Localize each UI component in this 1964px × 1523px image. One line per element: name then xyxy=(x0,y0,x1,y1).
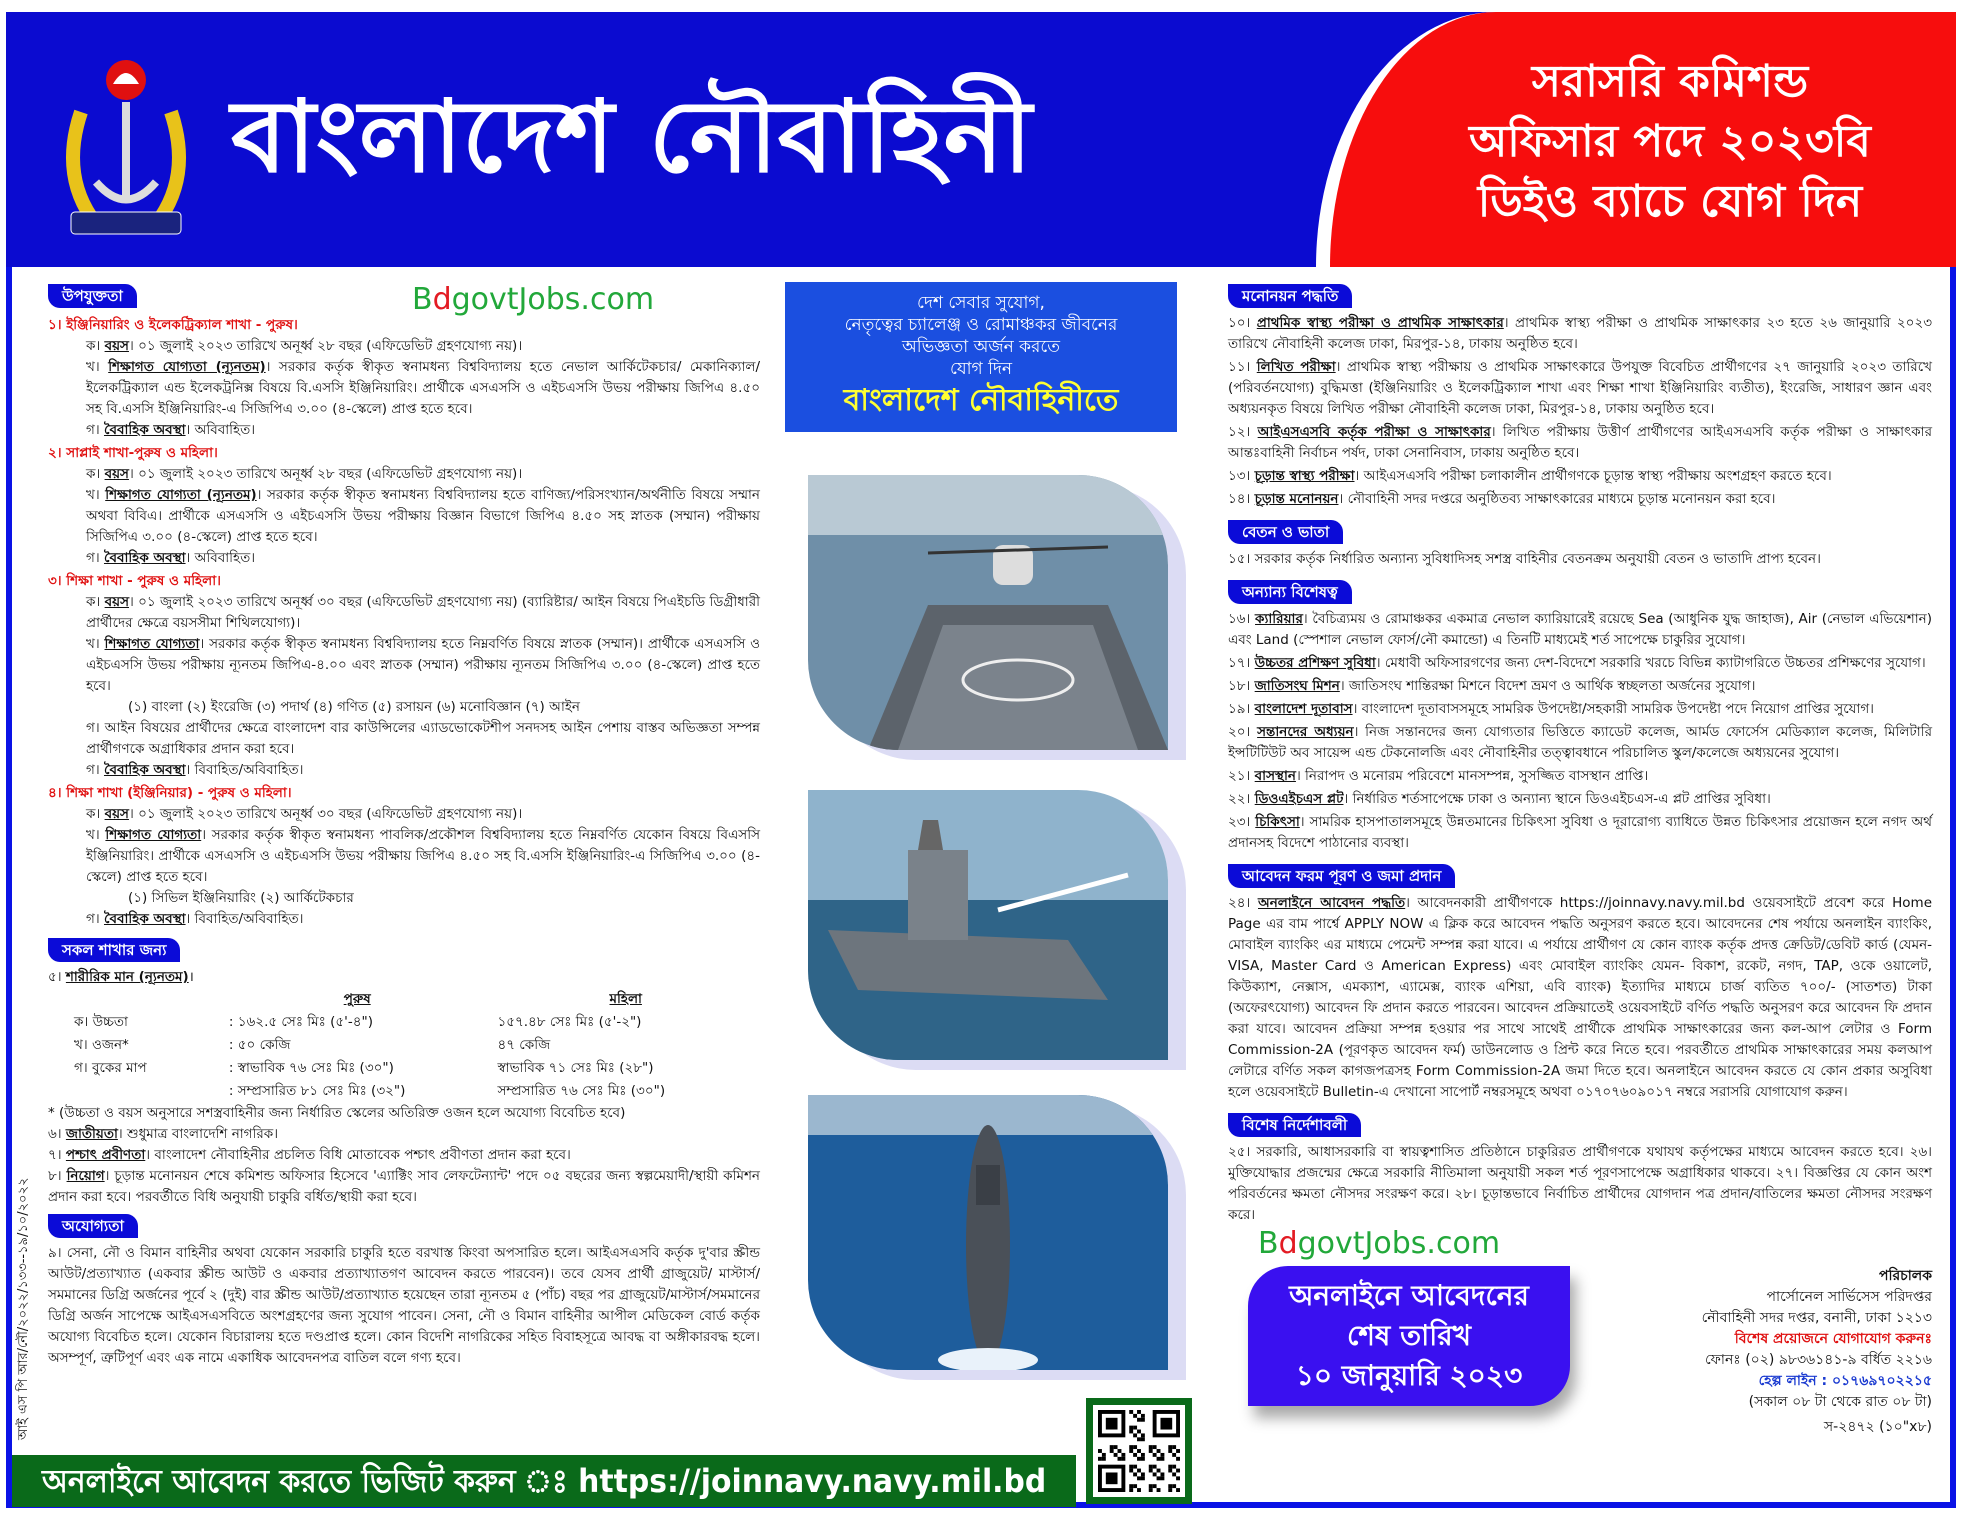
item-number: ক। xyxy=(86,338,101,354)
item-text: । সরকার কর্তৃক স্বীকৃত স্বনামধন্য বিশ্ববিদ্যালয় হতে বাণিজ্য/পরিসংখ্যান/অর্থনীতি বিষয়ে সম্মান অথবা বিবিএ। প্রার্থীকে এসএসসি ও এইচএসসি উভয় পরীক্ষায় বিজ্ঞান বিভাগে জিপিএ ৪.৫০ সহ স্নাতক (সম্মান) পরীক্ষায় সিজিপিএ ৩.০০ (৪-স্কেলে) প্রাপ্ত হতে হবে। xyxy=(86,487,760,545)
list-item xyxy=(48,1124,760,1145)
physical-title: শারীরিক মান (ন্যূনতম) xyxy=(65,969,189,985)
item-title: উচ্চতর প্রশিক্ষণ সুবিধা xyxy=(1254,655,1376,671)
item-title: চূড়ান্ত মনোনয়ন xyxy=(1254,491,1339,507)
male-header: পুরুষ xyxy=(343,991,371,1007)
list-item xyxy=(48,548,760,569)
item-text: । বাংলাদেশ দূতাবাসসমূহে সামরিক উপদেষ্টা/সহকারী সামরিক উপদেষ্টা পদে নিয়োগ প্রাপ্তির সুযোগ। xyxy=(1352,701,1874,717)
physical-cell: ৪৭ কেজি xyxy=(497,1037,551,1053)
item-number: খ। xyxy=(86,827,100,843)
item-title: শিক্ষাগত যোগ্যতা xyxy=(105,827,202,843)
item-title: বয়স xyxy=(104,806,129,822)
item-text: । আইএসএসবি পরীক্ষা চলাকালীন প্রার্থীগণকে চূড়ান্ত স্বাস্থ্য পরীক্ষায় অংশগ্রহণ করতে হবে। xyxy=(1354,468,1832,484)
item-text: । অবিবাহিত। xyxy=(185,422,256,438)
item-number: ৮। xyxy=(48,1168,62,1184)
branches-list xyxy=(48,313,760,930)
item-number: ১৩। xyxy=(1228,468,1251,484)
item-title: বৈবাহিক অবস্থা xyxy=(103,422,186,438)
helpline-hours: (সকাল ০৮ টা থেকে রাত ০৮ টা) xyxy=(1748,1394,1932,1410)
list-item xyxy=(1228,422,1932,464)
item-title: বৈবাহিক অবস্থা xyxy=(103,762,186,778)
banner-title-wrap xyxy=(231,62,1291,232)
item-number: খ। xyxy=(86,636,100,652)
list-item xyxy=(1228,789,1932,810)
watermark: BdgovtJobs.com xyxy=(412,282,655,317)
item-number: ৬। xyxy=(48,1126,62,1142)
item-number: ২২। xyxy=(1228,791,1251,807)
list-item xyxy=(48,760,760,781)
list-item xyxy=(1228,549,1932,570)
physical-cell: : ১৬২.৫ সেঃ মিঃ (৫'-৪") xyxy=(228,1014,373,1030)
salary-list xyxy=(1228,549,1932,572)
item-text: । বিবাহিত/অবিবাহিত। xyxy=(185,762,304,778)
photo-submarine xyxy=(808,1095,1168,1370)
deadline-line: অনলাইনে আবেদনের xyxy=(1289,1279,1529,1312)
item-number: গ। xyxy=(86,422,100,438)
list-item xyxy=(1228,466,1932,487)
item-number: ৭। xyxy=(48,1147,62,1163)
item-number: ১৯। xyxy=(1228,701,1251,717)
general-list xyxy=(48,1124,760,1208)
item-number: গ। xyxy=(86,762,100,778)
section-heading-application: আবেদন ফরম পূরণ ও জমা প্রদান xyxy=(1228,864,1455,888)
item-text: । সরকার কর্তৃক স্বীকৃত স্বনামধন্য পাবলিক/প্রকৌশল বিশ্ববিদ্যালয় হতে নিম্নবর্ণিত যেকোন বিষয়ে বিএসসি ইঞ্জিনিয়ারিং। প্রার্থীকে এসএসসি ও এইচএসসি উভয় পরীক্ষায় জিপিএ ৪.৫০ সহ বি.এসসি ইঞ্জিনিয়ারিং-এ সিজিপিএ ৩.০০ (৪-স্কেলে) প্রাপ্ত হতে হবে। xyxy=(86,827,760,885)
deadline-line: শেষ তারিখ xyxy=(1346,1319,1472,1352)
item-number: ১৭। xyxy=(1228,655,1251,671)
item-number: ২৩। xyxy=(1228,814,1251,830)
disqualification-text: ৯। সেনা, নৌ ও বিমান বাহিনীর অথবা যেকোন সরকারি চাকুরি হতে বরখাস্ত কিংবা অপসারিত হলে। আইএসএসবি কর্তৃক দু'বার স্ক্রীন্ড আউট/প্রত্যাখ্যাত (একবার স্ক্রীন্ড আউট ও একবার প্রত্যাখ্যাতগণ আবেদন করতে পারবেন)। তবে যেসব প্রার্থী গ্রাজুয়েট/ মাস্টার্স/সমমানের ডিগ্রি অর্জনের পূর্বে ২ (দুই) বার স্ক্রীন্ড আউট/প্রত্যাখ্যাত হয়েছেন তারা ন্যূনতম ৫ (পাঁচ) বছর পর গ্রাজুয়েট/মাস্টার্স/সমমানের ডিগ্রি অর্জন সাপেক্ষে আইএসএসবিতে অংশগ্রহণের জন্য সুযোগ পাবেন। সেনা, নৌ ও বিমান বাহিনীর আপীল মেডিকেল বোর্ড কর্তৃক অযোগ্য বিবেচিত হলে। যেকোন বিচারালয় হতে দণ্ডপ্রাপ্ত হলে। কোন বিদেশি নাগরিকের সহিত বিবাহসূত্রে আবদ্ধ বা অঙ্গীকারবদ্ধ হলে। অসম্পূর্ণ, ত্রুটিপূর্ণ এবং এক নামে একাধিক আবেদনপত্র বাতিল বলে গণ্য হবে। xyxy=(48,1245,760,1366)
item-text: । নির্ধারিত শর্তসাপেক্ষে ঢাকা ও অন্যান্য স্থানে ডিওএইচএস-এ প্লট প্রাপ্তির সুবিধা। xyxy=(1343,791,1771,807)
item-number: ক। xyxy=(86,594,101,610)
item-text: । চূড়ান্ত মনোনয়ন শেষে কমিশন্ড অফিসার হিসেবে 'এ্যাক্টিং সাব লেফটেন্যান্ট' পদে ০৫ বছরের জন্য স্বল্পমেয়াদী/স্থায়ী কমিশন প্রদান করা হবে। পরবর্তীতে বিধি অনুযায়ী চাকুরি বর্ধিত/স্থায়ী করা হবে। xyxy=(48,1168,760,1205)
section-heading-special-instructions: বিশেষ নির্দেশাবলী xyxy=(1228,1113,1361,1137)
item-text: সরকার কর্তৃক নির্ধারিত অন্যান্য সুবিধাদিসহ সশস্ত্র বাহিনীর বেতনক্রম অনুযায়ী বেতন ও ভাতাদি প্রাপ্য হবেন। xyxy=(1254,551,1821,567)
item-title: চূড়ান্ত স্বাস্থ্য পরীক্ষা xyxy=(1254,468,1355,484)
item-title: শিক্ষাগত যোগ্যতা xyxy=(104,636,200,652)
list-item xyxy=(1228,699,1932,720)
list-item xyxy=(48,634,760,697)
item-number: ১৬। xyxy=(1228,611,1251,627)
list-item xyxy=(48,485,760,548)
banner-line: ডিইও ব্যাচে যোগ দিন xyxy=(1477,176,1863,227)
section-heading-eligibility: উপযুক্ততা xyxy=(48,284,137,308)
physical-cell: স্বাভাবিক ৭১ সেঃ মিঃ (২৮") xyxy=(497,1060,654,1076)
item-title: বয়স xyxy=(104,594,129,610)
contact-label: বিশেষ প্রয়োজনে যোগাযোগ করুনঃ xyxy=(1734,1331,1932,1347)
physical-row xyxy=(68,1011,760,1034)
watermark: BdgovtJobs.com xyxy=(1258,1226,1501,1261)
header-banner xyxy=(6,12,1956,267)
qr-code[interactable] xyxy=(1086,1398,1192,1504)
list-item xyxy=(48,718,760,760)
item-text: । শুধুমাত্র বাংলাদেশি নাগরিক। xyxy=(117,1126,279,1142)
item-text: । জাতিসংঘ শান্তিরক্ষা মিশনে বিদেশ ভ্রমণ ও আর্থিক স্বচ্ছলতা অর্জনের সুযোগ। xyxy=(1339,678,1756,694)
slogan-box xyxy=(785,282,1177,432)
helpline-number: হেল্প লাইন : ০১৭৬৯৭০২২১৫ xyxy=(1758,1373,1932,1389)
item-title: নিয়োগ xyxy=(66,1168,105,1184)
item-title: অনলাইনে আবেদন পদ্ধতি xyxy=(1258,895,1406,911)
item-number: ক। xyxy=(86,466,101,482)
left-column xyxy=(48,280,760,1452)
banner-red-text xyxy=(1400,52,1940,232)
item-text: । ০১ জুলাই ২০২৩ তারিখে অনূর্ধ্ব ৩০ বছর (এফিডেভিট গ্রহণযোগ্য নয়)। xyxy=(128,806,523,822)
item-number: গ। xyxy=(86,911,100,927)
physical-standard-title: ৫। শারীরিক মান (ন্যূনতম)। xyxy=(48,969,194,985)
list-item xyxy=(48,1145,760,1166)
item-number: ১২। xyxy=(1228,424,1251,440)
female-header: মহিলা xyxy=(609,991,642,1007)
item-number: খ। xyxy=(86,487,100,503)
item-text: । সামরিক হাসপাতালসমূহে উন্নতমানের চিকিৎসা সুবিধা ও দূরারোগ্য ব্যাধিতে উন্নত চিকিৎসার প্রয়োজন হলে নগদ অর্থ প্রদানসহ বিদেশে পাঠানোর ব্যবস্থা। xyxy=(1228,814,1932,851)
list-item xyxy=(1228,313,1932,355)
item-text: । বাংলাদেশ নৌবাহিনীর প্রচলিত বিধি মোতাবেক পশ্চাৎ প্রবীণতা প্রদান করা হবে। xyxy=(145,1147,571,1163)
item-number: ২১। xyxy=(1228,768,1251,784)
physical-cell: ১৫৭.৪৮ সেঃ মিঃ (৫'-২") xyxy=(497,1014,642,1030)
list-item xyxy=(1228,609,1932,651)
features-list xyxy=(1228,609,1932,856)
item-title: জাতীয়তা xyxy=(65,1126,118,1142)
item-number: ১০। xyxy=(1228,315,1251,331)
item-title: ক্যারিয়ার xyxy=(1255,611,1303,627)
item-text: । আবেদনকারী প্রার্থীগণকে https://joinnavy.navy.mil.bd ওয়েবসাইটে প্রবেশ করে Home Page এর বাম পার্শ্বে APPLY NOW এ ক্লিক করে আবেদন পদ্ধতি অনুসরণ করতে হবে। আবেদনের শেষ পর্যায়ে অনলাইন ব্যাংকিং, মোবাইল ব্যাংকিং এর মাধ্যমে পেমেন্ট সম্পন্ন করা যাবে। এ পর্যায়ে প্রার্থীগণ যে কোন ব্যাংক কর্তৃক প্রদত্ত ক্রেডিট/ডেবিট কার্ড (যেমন- VISA, Master Card ও American Express) এবং মোবাইল ব্যাংকিং যেমন- বিকাশ, রকেট, নগদ, TAP, ওকে ওয়ালেট, কিউক্যাশ, নেক্সাস, এমক্যাশ, এ্যামেক্স, ব্যাংক এশিয়া, এবি ব্যাংক) ইত্যাদির মাধ্যমে চার্জ ব্যতিত ৭০০/- (সাতশত) টাকা (অফেরৎযোগ্য) আবেদন ফি প্রদান করতে পারবেন। আবেদন প্রক্রিয়াতেই ওয়েবসাইটে বর্ণিত পদ্ধতি অনুসরণ করে আবেদন ফি প্রদান করা যাবে। আবেদন প্রক্রিয়া সম্পন্ন হওয়ার পর সাথে সাথেই প্রার্থীকে প্রাথমিক সাক্ষাৎকারের জন্য কল-আপ লেটার ও Form Commission-2A (পূরণকৃত আবেদন ফর্ম) ডাউনলোড ও প্রিন্ট করে নিতে হবে। পরবর্তীতে প্রাথমিক সাক্ষাৎকারের সময় কলআপ লেটারে বর্ণিত সকল কাগজপত্রসহ Form Commission-2A জমা দিতে হবে। অনলাইনে আবেদন করতে যে কোন প্রকার অসুবিধা হলে ওয়েবসাইটে Bulletin-এ দেখানো সাপোর্ট নম্বরসমূহে অথবা ০১৭০৭৬০৯০১৭ নম্বরে সরাসরি যোগাযোগ করুন। xyxy=(1228,895,1933,1100)
item-text: । নিজ সন্তানদের জন্য যোগ্যতার ভিত্তিতে ক্যাডেট কলেজ, আর্মড ফোর্সেস মেডিক্যাল কলেজ, মিলিটারি ইন্সটিটিউট অব সায়েন্স এন্ড টেকনোলজি এবং নৌবাহিনীর তত্ত্বাবধানে পরিচালিত স্কুল/কলেজে অধ্যয়নের সুযোগ। xyxy=(1228,724,1932,761)
item-number: ১৪। xyxy=(1228,491,1251,507)
slogan-line: দেশ সেবার সুযোগ, xyxy=(917,293,1045,313)
list-item xyxy=(48,697,760,718)
signatory-address: নৌবাহিনী সদর দপ্তর, বনানী, ঢাকা ১২১৩ xyxy=(1701,1310,1932,1326)
selection-list xyxy=(1228,313,1932,512)
item-title: জাতিসংঘ মিশন xyxy=(1254,678,1340,694)
physical-row xyxy=(68,1057,760,1080)
phone-number: ফোনঃ (০২) ৯৮৩৬১৪১-৯ বর্ধিত ২২১৬ xyxy=(1704,1352,1932,1368)
banner-line: সরাসরি কমিশন্ড xyxy=(1531,56,1809,107)
item-title: লিখিত পরীক্ষা xyxy=(1256,359,1336,375)
physical-standard-table xyxy=(68,988,760,1103)
item-text: । প্রাথমিক স্বাস্থ্য পরীক্ষা ও প্রাথমিক সাক্ষাৎকার ২৩ হতে ২৬ জানুয়ারি ২০২৩ তারিখে নৌবাহিনী কলেজ ঢাকা, মিরপুর-১৪, ঢাকায় অনুষ্ঠিত হবে। xyxy=(1228,315,1932,352)
special-instructions-text: ২৫। সরকারি, আধাসরকারি বা স্বায়ত্বশাসিত প্রতিষ্ঠানে চাকুরিরত প্রার্থীগণকে যথাযথ কর্তৃপক্ষের মাধ্যমে আবেদন করতে হবে। ২৬। মুক্তিযোদ্ধার প্রজন্মের ক্ষেত্রে সরকারি নীতিমালা অনুযায়ী সকল শর্ত পূরণসাপেক্ষে অগ্রাধিকার থাকবে। ২৭। বিজ্ঞপ্তির যে কোন অংশ পরিবর্তনের ক্ষমতা নৌসদর সংরক্ষণ করে। ২৮। চূড়ান্তভাবে নির্বাচিত প্রার্থীদের যোগদান পত্র প্রদান/বাতিলের ক্ষমতা নৌসদর সংরক্ষণ করে। xyxy=(1228,1144,1932,1223)
item-text: । ০১ জুলাই ২০২৩ তারিখে অনূর্ধ্ব ২৮ বছর (এফিডেভিট গ্রহণযোগ্য নয়)। xyxy=(128,466,523,482)
item-text: । বিবাহিত/অবিবাহিত। xyxy=(185,911,304,927)
list-item xyxy=(1228,489,1932,510)
item-text: । ০১ জুলাই ২০২৩ তারিখে অনূর্ধ্ব ৩০ বছর (এফিডেভিট গ্রহণযোগ্য নয়) (ব্যারিষ্টার/ আইন বিষয়ে পিএইচডি ডিগ্রীধারী প্রার্থীদের ক্ষেত্রে বয়সসীমা শিথিলযোগ্য)। xyxy=(86,594,761,631)
item-title: বাসস্থান xyxy=(1254,768,1296,784)
item-title: বৈবাহিক অবস্থা xyxy=(103,550,186,566)
item-text: । ০১ জুলাই ২০২৩ তারিখে অনূর্ধ্ব ২৮ বছর (এফিডেভিট গ্রহণযোগ্য নয়)। xyxy=(128,338,523,354)
slogan-line: যোগ দিন xyxy=(949,359,1013,379)
item-title: ডিওএইচএস প্লট xyxy=(1254,791,1344,807)
list-item xyxy=(1228,812,1932,854)
list-item xyxy=(48,336,760,357)
list-item xyxy=(48,804,760,825)
physical-cell: : স্বাভাবিক ৭৬ সেঃ মিঃ (৩০") xyxy=(228,1060,394,1076)
side-reference: আই এস পি আর/নৌ/২০২২/১৩৩--১৯/১০/২০২২ xyxy=(16,1177,31,1440)
weight-note: * (উচ্চতা ও বয়স অনুসারে সশস্ত্রবাহিনীর জন্য নির্ধারিত স্কেলের অতিরিক্ত ওজন হলে অযোগ্য বিবেচিত হবে) xyxy=(48,1105,626,1121)
list-item xyxy=(1228,357,1932,420)
signature-block xyxy=(1592,1266,1932,1438)
branch-heading: ৪। শিক্ষা শাখা (ইঞ্জিনিয়ার) - পুরুষ ও মহিলা। xyxy=(48,785,292,801)
footer-cta xyxy=(42,1461,1046,1501)
branch-heading: ৩। শিক্ষা শাখা - পুরুষ ও মহিলা। xyxy=(48,573,221,589)
slogan-line: নেতৃত্বের চ্যালেঞ্জ ও রোমাঞ্চকর জীবনের xyxy=(844,315,1118,335)
item-title: বৈবাহিক অবস্থা xyxy=(103,911,186,927)
physical-cell: খ। ওজন* xyxy=(74,1037,129,1053)
footer-url-link[interactable]: https://joinnavy.navy.mil.bd xyxy=(578,1462,1047,1500)
list-item xyxy=(48,592,760,634)
item-title: বয়স xyxy=(104,338,129,354)
list-item xyxy=(48,825,760,888)
item-number: ক। xyxy=(86,806,101,822)
item-title: আইএসএসবি কর্তৃক পরীক্ষা ও সাক্ষাৎকার xyxy=(1257,424,1491,440)
banner-title: বাংলাদেশ নৌবাহিনী xyxy=(231,78,1032,195)
signatory-title: পরিচালক xyxy=(1878,1268,1932,1284)
physical-cell: : সম্প্রসারিত ৮১ সেঃ মিঃ (৩২") xyxy=(228,1083,406,1099)
item-title: সন্তানদের অধ্যয়ন xyxy=(1257,724,1354,740)
list-item xyxy=(1228,766,1932,787)
item-text: । নিরাপদ ও মনোরম পরিবেশে মানসম্পন্ন, সুসজ্জিত বাসস্থান প্রাপ্তি। xyxy=(1295,768,1649,784)
banner-line: অফিসার পদে ২০২৩বি xyxy=(1469,116,1871,167)
physical-row xyxy=(68,1080,760,1103)
item-text: । বৈচিত্র্যময় ও রোমাঞ্চকর একমাত্র নেভাল ক্যারিয়ারেই রয়েছে Sea (আধুনিক যুদ্ধ জাহাজ), Air (নেভাল এভিয়েশান) এবং Land (স্পেশাল নেভাল ফোর্স/নৌ কমান্ডো) এ তিনটি মাধ্যমেই শর্ত সাপেক্ষে চাকুরির সুযোগ। xyxy=(1228,611,1932,648)
physical-cell: ক। উচ্চতা xyxy=(74,1014,128,1030)
item-number: ১৮। xyxy=(1228,678,1251,694)
item-title: শিক্ষাগত যোগ্যতা (ন্যূনতম) xyxy=(105,487,257,503)
list-item xyxy=(48,420,760,441)
right-column xyxy=(1228,280,1932,1502)
list-item xyxy=(48,464,760,485)
item-text: । প্রাথমিক স্বাস্থ্য পরীক্ষায় ও প্রাথমিক সাক্ষাৎকারে উপযুক্ত বিবেচিত প্রার্থীগণের ২৭ জানুয়ারি ২০২৩ তারিখে (পরিবর্তনযোগ্য) বুদ্ধিমত্তা (ইঞ্জিনিয়ারিং ও ইলেকট্রিক্যাল শাখা এবং শিক্ষা শাখা ইঞ্জিনিয়ারিং ব্যতীত), ইংরেজি, সাধারণ জ্ঞান এবং অধ্যয়নকৃত বিষয়ে লিখিত পরীক্ষা নৌবাহিনী কলেজ ঢাকা, মিরপুর-১৪, ঢাকায় অনুষ্ঠিত হবে। xyxy=(1228,359,1932,417)
item-text: । সরকার কর্তৃক স্বীকৃত স্বনামধন্য বিশ্ববিদ্যালয় হতে নিম্নবর্ণিত বিষয়ে স্নাতক (সম্মান)। প্রার্থীকে এসএসসি ও এইচএসসি উভয় পরীক্ষায় ন্যূনতম জিপিএ-৪.০০ এবং স্নাতক (সম্মান) পরীক্ষায় ন্যূনতম সিজিপিএ ৩.০০ (৪-স্কেলে) প্রাপ্ত হতে হবে। xyxy=(86,636,761,694)
item-text: । মেধাবী অফিসারগণের জন্য দেশ-বিদেশে সরকারি খরচে বিভিন্ন ক্যাটাগরিতে উচ্চতর প্রশিক্ষণের সুযোগ। xyxy=(1375,655,1926,671)
physical-cell: সম্প্রসারিত ৭৬ সেঃ মিঃ (৩০") xyxy=(497,1083,666,1099)
section-heading-all-branches: সকল শাখার জন্য xyxy=(48,938,180,962)
item-text: । অবিবাহিত। xyxy=(185,550,256,566)
item-text: (১) বাংলা (২) ইংরেজি (৩) পদার্থ (৪) গণিত (৫) রসায়ন (৬) মনোবিজ্ঞান (৭) আইন xyxy=(128,699,580,715)
list-item xyxy=(48,888,760,909)
list-item xyxy=(1228,893,1932,1103)
list-item xyxy=(48,357,760,420)
application-list xyxy=(1228,893,1932,1105)
item-text: (১) সিভিল ইঞ্জিনিয়ারিং (২) আর্কিটেকচার xyxy=(128,890,354,906)
item-text: আইন বিষয়ের প্রার্থীদের ক্ষেত্রে বাংলাদেশ বার কাউন্সিলের এ্যাডভোকেটশীপ সনদসহ আইন পেশায় বাস্তব অভিজ্ঞতা সম্পন্ন প্রার্থীগণকে অগ্রাধিকার প্রদান করা হবে। xyxy=(86,720,760,757)
item-title: প্রাথমিক স্বাস্থ্য পরীক্ষা ও প্রাথমিক সাক্ষাৎকার xyxy=(1256,315,1504,331)
deadline-box xyxy=(1248,1266,1570,1406)
item-number: ২০। xyxy=(1228,724,1251,740)
item-number: ১৫। xyxy=(1228,551,1251,567)
section-heading-features: অন্যান্য বিশেষত্ব xyxy=(1228,580,1352,604)
signatory-dept: পার্সোনেল সার্ভিসেস পরিদপ্তর xyxy=(1766,1289,1932,1305)
bottom-row xyxy=(1228,1266,1932,1438)
banner-red-panel xyxy=(1316,12,1956,267)
branch-heading: ১। ইঞ্জিনিয়ারিং ও ইলেকট্রিক্যাল শাখা - পুরুষ। xyxy=(48,317,298,333)
navy-emblem-logo xyxy=(51,52,201,242)
slogan-highlight: বাংলাদেশ নৌবাহিনীতে xyxy=(843,383,1119,418)
item-number: ২৪। xyxy=(1228,895,1251,911)
list-item xyxy=(1228,676,1932,697)
item-number: ১১। xyxy=(1228,359,1251,375)
branch-heading: ২। সাপ্লাই শাখা-পুরুষ ও মহিলা। xyxy=(48,445,218,461)
item-number: গ। xyxy=(86,720,100,736)
photo-helicopter-on-ship xyxy=(808,475,1168,750)
list-item xyxy=(1228,653,1932,674)
item-title: চিকিৎসা xyxy=(1255,814,1300,830)
item-text: । লিখিত পরীক্ষায় উত্তীর্ণ প্রার্থীগণের আইএসএসবি কর্তৃক পরীক্ষা ও সাক্ষাৎকার আন্তঃবাহিনী নির্বাচন পর্ষদ, ঢাকা সেনানিবাস, ঢাকায় অনুষ্ঠিত হবে। xyxy=(1228,424,1933,461)
item-number: খ। xyxy=(86,359,100,375)
physical-row xyxy=(68,1034,760,1057)
item-number: গ। xyxy=(86,550,100,566)
list-item xyxy=(48,909,760,930)
physical-number: ৫। xyxy=(48,969,62,985)
section-heading-salary: বেতন ও ভাতা xyxy=(1228,520,1343,544)
section-heading-selection: মনোনয়ন পদ্ধতি xyxy=(1228,284,1352,308)
physical-cell: গ। বুকের মাপ xyxy=(74,1060,147,1076)
deadline-date: ১০ জানুয়ারি ২০২৩ xyxy=(1295,1359,1523,1392)
list-item xyxy=(48,1166,760,1208)
item-title: শিক্ষাগত যোগ্যতা (ন্যূনতম) xyxy=(108,359,266,375)
physical-cell: : ৫০ কেজি xyxy=(228,1037,291,1053)
physical-cell xyxy=(68,1080,223,1103)
item-text: । নৌবাহিনী সদর দপ্তরে অনুষ্ঠিতব্য সাক্ষাৎকারের মাধ্যমে চূড়ান্ত মনোনয়ন করা হবে। xyxy=(1338,491,1776,507)
footer-cta-text: অনলাইনে আবেদন করতে ভিজিট করুন ঃ xyxy=(42,1462,568,1500)
footer-cta-bar xyxy=(12,1455,1076,1507)
item-title: বয়স xyxy=(104,466,129,482)
item-text: । সরকার কর্তৃক স্বীকৃত স্বনামধন্য বিশ্ববিদ্যালয় হতে নেভাল আর্কিটেকচার/ মেকানিক্যাল/ইলেকট্রিক্যাল এন্ড ইলেকট্রনিক্স বিষয়ে বি.এসসি ইঞ্জিনিয়ারিং। প্রার্থীকে এসএসসি ও এইচএসসি উভয় পরীক্ষায় জিপিএ ৪.৫০ সহ বি.এসসি ইঞ্জিনিয়ারিং-এ সিজিপিএ ৩.০০ (৪-স্কেলে) প্রাপ্ত হতে হবে। xyxy=(86,359,760,417)
slogan-line: অভিজ্ঞতা অর্জন করতে xyxy=(902,337,1060,357)
ad-reference: স-২৪৭২ (১০"x৮) xyxy=(1823,1419,1932,1435)
section-heading-disqualification: অযোগ্যতা xyxy=(48,1214,138,1238)
photo-warship-missile xyxy=(808,790,1168,1060)
item-title: পশ্চাৎ প্রবীণতা xyxy=(65,1147,146,1163)
item-title: বাংলাদেশ দূতাবাস xyxy=(1254,701,1353,717)
list-item xyxy=(1228,722,1932,764)
